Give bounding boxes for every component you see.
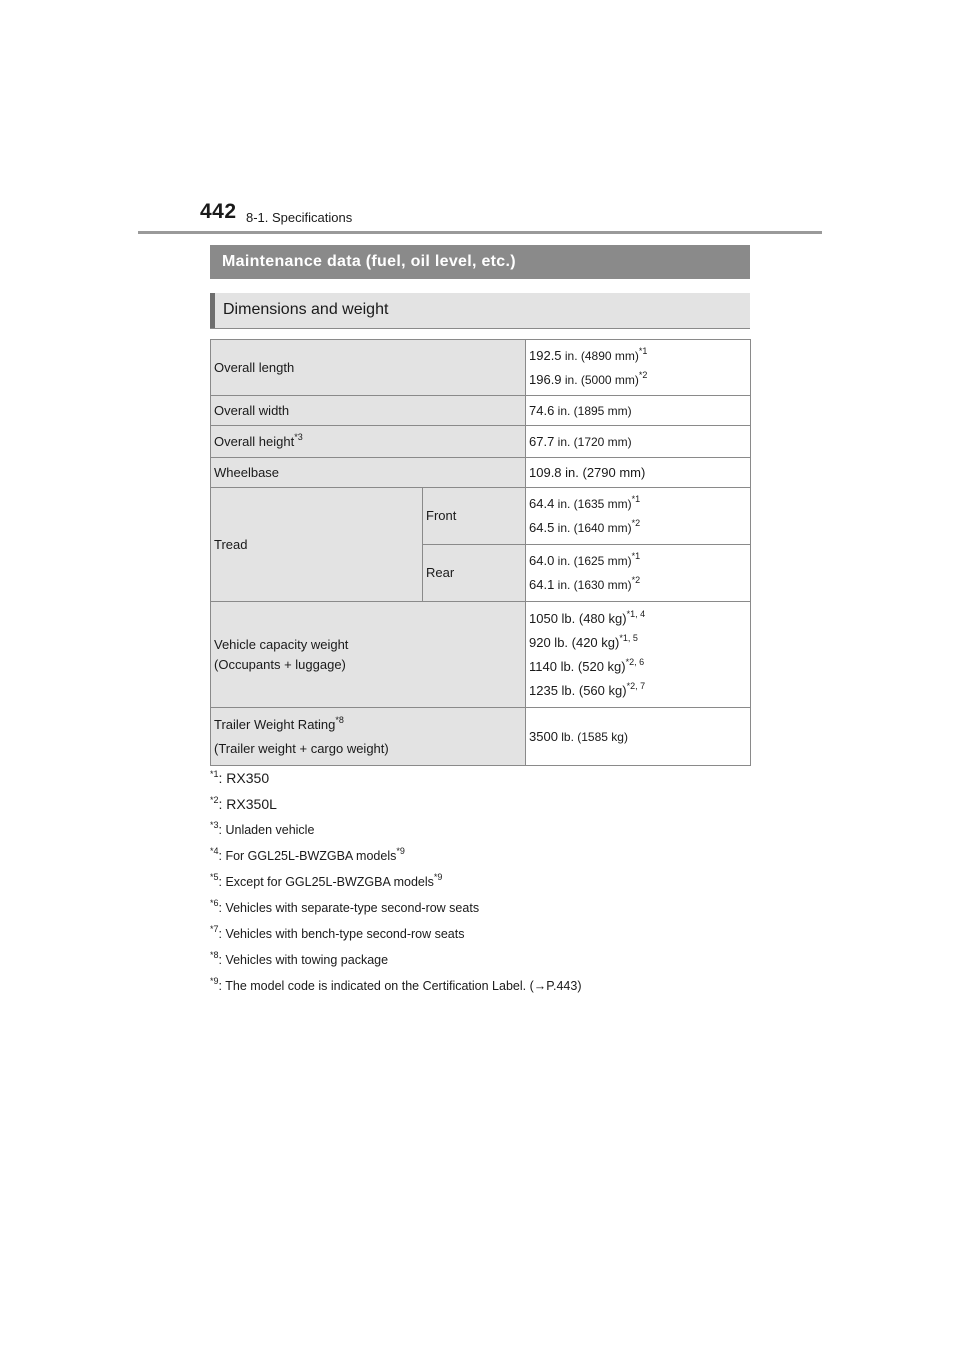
overall-height-label: Overall height$^{*3}$ xyxy=(211,426,526,458)
footnote: $^{*3}$: Unladen vehicle xyxy=(210,820,315,837)
footnote: $^{*9}$: The model code is indicated on the Certification Label. (→P.443) xyxy=(210,976,582,993)
overall-height-value: 67.7 in. (1720 mm) xyxy=(526,426,751,458)
trailer-value: 3500 lb. (1585 kg) xyxy=(526,708,751,766)
capacity-values xyxy=(526,602,751,708)
footnote: $^{*7}$: Vehicles with bench-type second-row seats xyxy=(210,924,465,941)
trailer-label xyxy=(211,708,526,766)
value-line: 920 lb. (420 kg)$^{*1, 5}$ xyxy=(529,632,638,650)
value-line: 64.4 in. (1635 mm)$^{*1}$ xyxy=(529,494,641,511)
footnote: $^{*4}$: For GGL25L-BWZGBA models$^{*9}$ xyxy=(210,846,405,863)
value-line: 196.9 in. (5000 mm)$^{*2}$ xyxy=(529,369,648,387)
section-label: 8-1. Specifications xyxy=(246,210,353,225)
page-number: 442 xyxy=(200,200,237,223)
capacity-label-line: Vehicle capacity weight xyxy=(214,636,349,652)
table-row xyxy=(211,340,751,396)
table-row xyxy=(211,708,751,766)
tread-label: Tread xyxy=(211,488,423,602)
capacity-label-line: (Occupants + luggage) xyxy=(214,656,346,672)
wheelbase-label: Wheelbase xyxy=(211,458,526,488)
section-subtitle xyxy=(210,293,750,328)
footnotes xyxy=(210,770,770,1004)
value-line: 1235 lb. (560 kg)$^{*2, 7}$ xyxy=(529,680,646,698)
page-reference-link[interactable]: P.443 xyxy=(546,979,578,993)
table-row xyxy=(211,488,751,545)
overall-width-value: 74.6 in. (1895 mm) xyxy=(526,396,751,426)
value-line: 64.5 in. (1640 mm)$^{*2}$ xyxy=(529,518,641,535)
value-line: 1140 lb. (520 kg)$^{*2, 6}$ xyxy=(529,656,645,674)
footnote: $^{*8}$: Vehicles with towing package xyxy=(210,950,389,967)
overall-width-label: Overall width xyxy=(211,396,526,426)
footnote: $^{*2}$: RX350L xyxy=(210,795,277,812)
table-row xyxy=(211,396,751,426)
arrow-icon: → xyxy=(533,979,547,993)
table-row xyxy=(211,458,751,488)
page-title: Maintenance data (fuel, oil level, etc.) xyxy=(210,245,750,279)
value-line: 64.0 in. (1625 mm)$^{*1}$ xyxy=(529,551,641,568)
value-line: 192.5 in. (4890 mm)$^{*1}$ xyxy=(529,345,648,363)
spec-table xyxy=(210,339,751,766)
footnote: $^{*6}$: Vehicles with separate-type second-row seats xyxy=(210,898,480,915)
table-row xyxy=(211,602,751,708)
footnote: $^{*1}$: RX350 xyxy=(210,769,270,786)
overall-length-label: Overall length xyxy=(211,340,526,396)
trailer-label-line: (Trailer weight + cargo weight) xyxy=(214,740,389,756)
overall-length-value xyxy=(526,340,751,396)
footnote: $^{*5}$: Except for GGL25L-BWZGBA models$^{*9}$ xyxy=(210,872,443,889)
value-line: 64.1 in. (1630 mm)$^{*2}$ xyxy=(529,575,641,592)
value-line: 1050 lb. (480 kg)$^{*1, 4}$ xyxy=(529,608,646,626)
tread-rear-value xyxy=(526,545,751,602)
header-divider xyxy=(138,231,822,234)
trailer-label-line: Trailer Weight Rating$^{*8}$ xyxy=(214,714,344,732)
wheelbase-value: 109.8 in. (2790 mm) xyxy=(526,458,751,488)
table-row xyxy=(211,426,751,458)
section-subtitle-text: Dimensions and weight xyxy=(223,301,389,318)
tread-rear-label: Rear xyxy=(423,545,526,602)
capacity-label xyxy=(211,602,526,708)
tread-front-value xyxy=(526,488,751,545)
tread-front-label: Front xyxy=(423,488,526,545)
